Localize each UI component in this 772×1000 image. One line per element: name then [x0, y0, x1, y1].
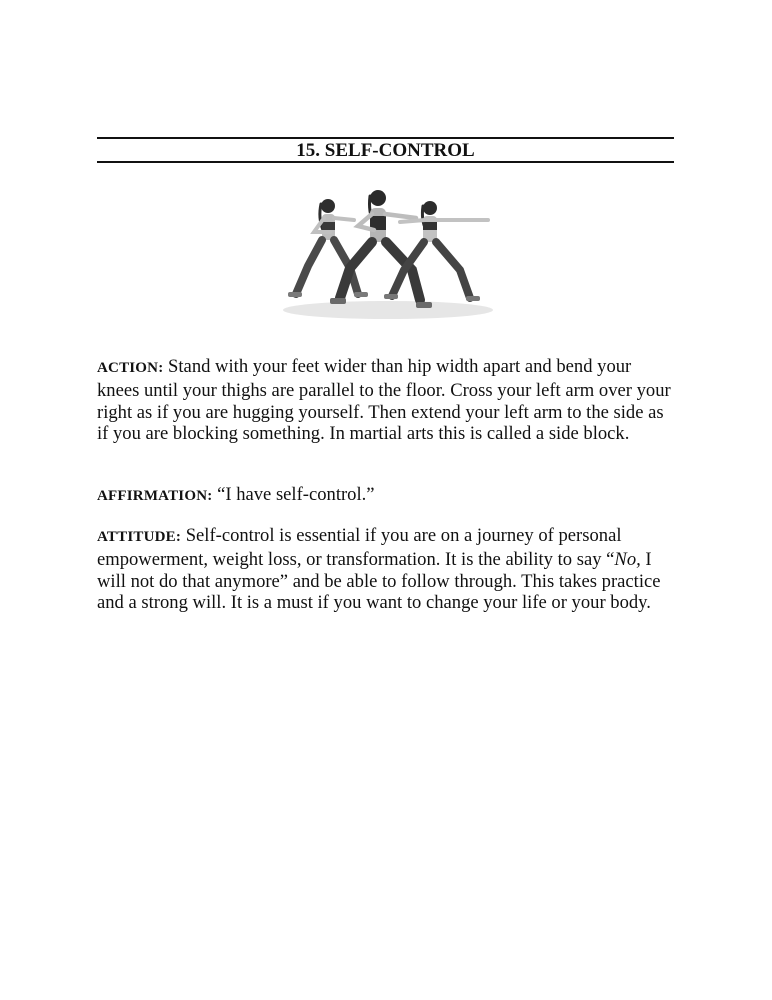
- section-title: 15. SELF-CONTROL: [296, 140, 475, 161]
- attitude-text-before: Self-control is essential if you are on a journey of personal empowerment, weight loss, or transformation. It is the ability to say “: [97, 525, 622, 570]
- title-rule-top: [97, 137, 674, 139]
- action-label: ACTION:: [97, 360, 164, 376]
- pose-figure-left: [288, 199, 368, 297]
- attitude-text-after: I will not do that anymore” and be able to follow through. This takes practice and a strong will. It is a must if you want to change your life or your body.: [97, 548, 661, 614]
- attitude-label: ATTITUDE:: [97, 529, 182, 545]
- attitude-text-italic: No,: [614, 548, 641, 570]
- affirmation-paragraph: [97, 484, 677, 508]
- affirmation-text: “I have self-control.”: [212, 484, 375, 505]
- exercise-pose-sequence-illustration: [270, 186, 500, 322]
- action-paragraph: [97, 356, 677, 445]
- affirmation-label: AFFIRMATION:: [97, 488, 213, 504]
- attitude-paragraph: [97, 525, 677, 614]
- action-text: Stand with your feet wider than hip width apart and bend your knees until your thighs are parallel to the floor. Cross your left arm over your right as if you are hugging yourself. Then extend your left arm to the side as if you are blocking something. In martial arts this is called a side block.: [97, 356, 671, 445]
- title-rule-bottom: [97, 161, 674, 163]
